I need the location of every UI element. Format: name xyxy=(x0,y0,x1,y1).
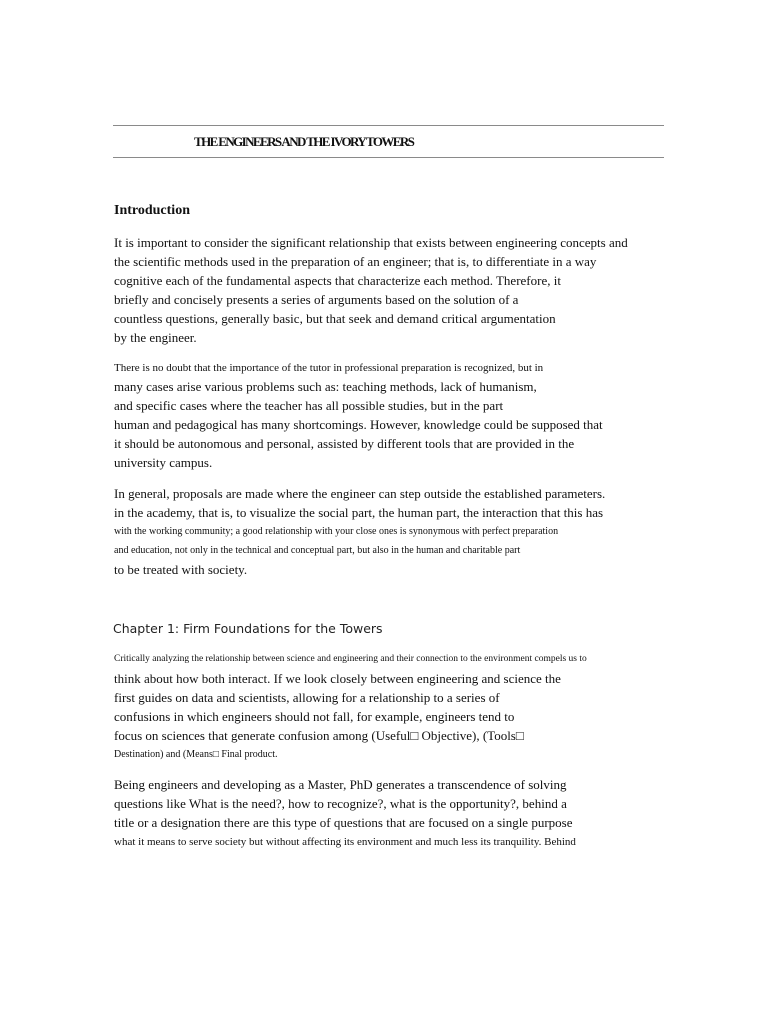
text-line: title or a designation there are this type of questions that are focused on a single purpose xyxy=(114,815,573,830)
text-line: what it means to serve society but without affecting its environment and much less its tranquility. Behind xyxy=(114,836,576,848)
text-line: human and pedagogical has many shortcomings. However, knowledge could be supposed that xyxy=(114,417,603,432)
document-title: THE ENGINEERS AND THE IVORY TOWERS xyxy=(194,134,414,149)
introduction-heading: Introduction xyxy=(114,203,190,218)
text-line: Critically analyzing the relationship between science and engineering and their connection to the environment compels us to xyxy=(114,654,587,664)
text-line: countless questions, generally basic, but that seek and demand critical argumentation xyxy=(114,311,556,326)
title-rule-top xyxy=(113,125,664,126)
text-line: and education, not only in the technical and conceptual part, but also in the human and charitable part xyxy=(114,545,521,556)
text-line: university campus. xyxy=(114,455,213,470)
text-line: first guides on data and scientists, allowing for a relationship to a series of xyxy=(114,690,500,705)
text-line: many cases arise various problems such as: teaching methods, lack of humanism, xyxy=(114,379,537,394)
title-rule-bottom xyxy=(113,157,664,158)
text-line: in the academy, that is, to visualize the social part, the human part, the interaction that this has xyxy=(114,505,604,520)
text-line: the scientific methods used in the preparation of an engineer; that is, to differentiate in a way xyxy=(114,254,597,269)
text-line: by the engineer. xyxy=(114,330,197,345)
text-line: confusions in which engineers should not fall, for example, engineers tend to xyxy=(114,709,515,724)
text-line: There is no doubt that the importance of the tutor in professional preparation is recognized, but in xyxy=(114,362,544,374)
text-line: focus on sciences that generate confusion among (Useful□ Objective), (Tools□ xyxy=(114,728,524,743)
text-line: In general, proposals are made where the engineer can step outside the established parameters. xyxy=(114,486,606,501)
text-line: think about how both interact. If we look closely between engineering and science the xyxy=(114,671,561,686)
text-line: and specific cases where the teacher has all possible studies, but in the part xyxy=(114,398,504,413)
chapter-1-heading: Chapter 1: Firm Foundations for the Towers xyxy=(113,621,383,636)
text-line: briefly and concisely presents a series of arguments based on the solution of a xyxy=(114,292,519,307)
text-line: It is important to consider the significant relationship that exists between engineering concepts and xyxy=(114,235,628,250)
text-line: to be treated with society. xyxy=(114,562,248,577)
text-line: Destination) and (Means□ Final product. xyxy=(114,749,278,760)
text-line: with the working community; a good relationship with your close ones is synonymous with perfect preparation xyxy=(114,526,559,537)
text-line: questions like What is the need?, how to recognize?, what is the opportunity?, behind a xyxy=(114,796,567,811)
text-line: cognitive each of the fundamental aspects that characterize each method. Therefore, it xyxy=(114,273,561,288)
text-line: Being engineers and developing as a Master, PhD generates a transcendence of solving xyxy=(114,777,567,792)
text-line: it should be autonomous and personal, assisted by different tools that are provided in the xyxy=(114,436,575,451)
